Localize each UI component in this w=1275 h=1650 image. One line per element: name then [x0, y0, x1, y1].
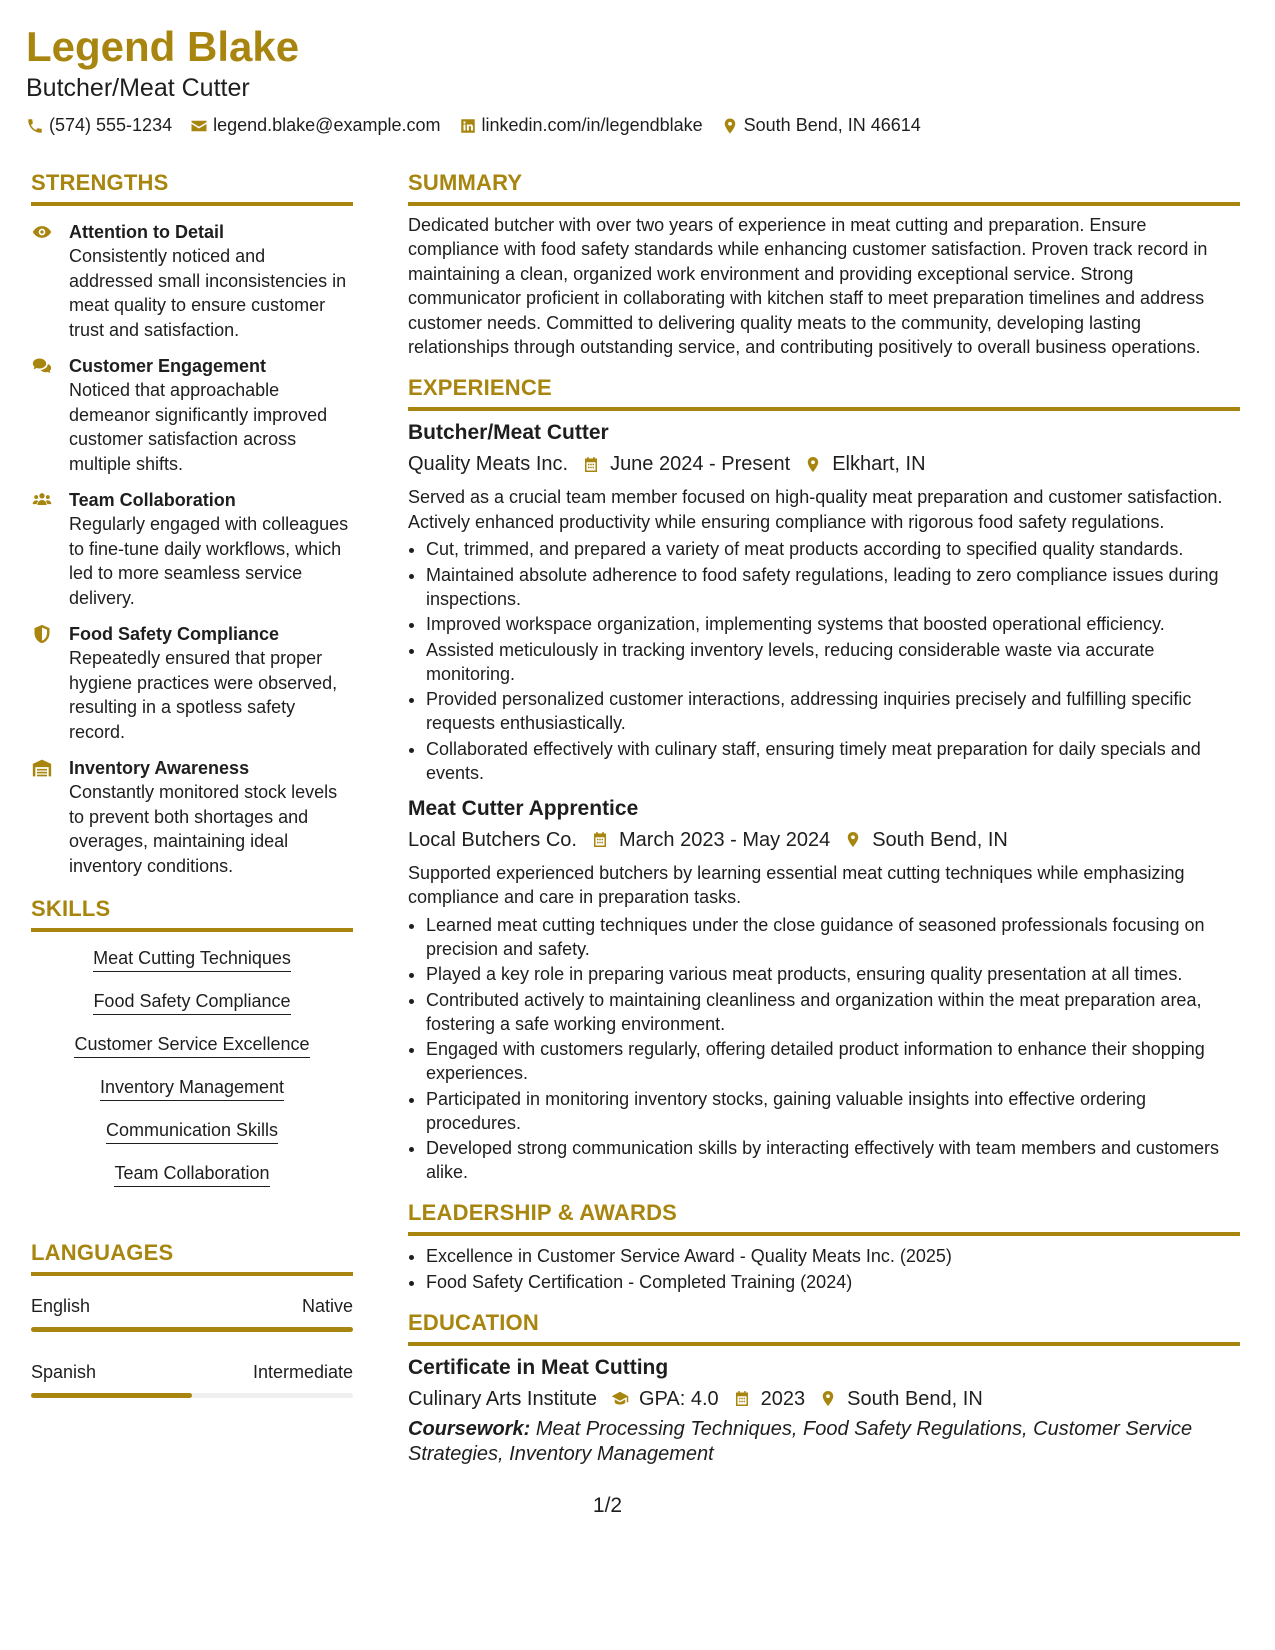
- strength-desc: Repeatedly ensured that proper hygiene practices were observed, resulting in a spotless safety record.: [69, 648, 338, 742]
- skill-tag: Inventory Management: [100, 1075, 284, 1101]
- graduation-year: 2023: [760, 1387, 806, 1410]
- strength-item: [31, 220, 353, 342]
- strength-desc: Regularly engaged with colleagues to fine-tune daily workflows, which led to more seamless service delivery.: [69, 514, 349, 608]
- strength-desc: Consistently noticed and addressed small inconsistencies in meat quality to ensure customer trust and satisfaction.: [69, 246, 347, 340]
- job-company: Local Butchers Co.: [408, 828, 577, 851]
- languages-heading: LANGUAGES: [31, 1240, 353, 1276]
- contact-phone[interactable]: [26, 115, 172, 136]
- job-bullets: [408, 913, 1240, 1185]
- education-section: [408, 1310, 1240, 1467]
- candidate-title: Butcher/Meat Cutter: [26, 74, 250, 103]
- language-item: [31, 1294, 353, 1332]
- calendar-icon: [591, 830, 609, 849]
- job-company: Quality Meats Inc.: [408, 453, 569, 476]
- strength-title: Food Safety Compliance: [69, 624, 280, 644]
- language-level: Intermediate: [252, 1362, 353, 1382]
- coursework: [408, 1417, 1240, 1467]
- strength-item: [31, 488, 353, 610]
- skill-tag: Food Safety Compliance: [93, 989, 290, 1015]
- job-location: South Bend, IN: [872, 828, 1008, 851]
- job-bullet: • Provided personalized customer interactions, addressing inquiries precisely and fulfilling specific requests enthusiastically.: [426, 687, 1240, 735]
- linkedin-icon: [459, 117, 477, 135]
- strength-item: [31, 622, 353, 744]
- language-proficiency-fill: [31, 1393, 192, 1398]
- degree-title: Certificate in Meat Cutting: [408, 1355, 669, 1379]
- coursework-list: Meat Processing Techniques, Food Safety Regulations, Customer Service Strategies, Inventory Management: [408, 1417, 1193, 1465]
- experience-section: [408, 375, 1240, 1184]
- job-summary: Served as a crucial team member focused on high-quality meat preparation and customer satisfaction. Actively enhanced productivity while ensuring compliance with rigorous food safety regulations.: [408, 487, 1223, 532]
- job-bullet: • Engaged with customers regularly, offering detailed product information to enhance their shopping experiences.: [426, 1037, 1240, 1085]
- eye-icon: [31, 222, 53, 242]
- coursework-label: Coursework:: [408, 1417, 531, 1440]
- shield-icon: [31, 624, 53, 644]
- strength-desc: Constantly monitored stock levels to prevent both shortages and overages, maintaining ideal inventory conditions.: [69, 782, 338, 876]
- phone-text: (574) 555-1234: [49, 115, 173, 136]
- strength-desc: Noticed that approachable demeanor significantly improved customer satisfaction across multiple shifts.: [69, 380, 328, 474]
- skill-tag: Communication Skills: [106, 1118, 278, 1144]
- language-proficiency-bar: [31, 1393, 353, 1398]
- language-name: Spanish: [31, 1362, 97, 1382]
- skill-tag: Meat Cutting Techniques: [93, 946, 291, 972]
- job-bullet: • Played a key role in preparing various meat products, ensuring quality presentation at all times.: [426, 962, 1240, 986]
- job-bullet: • Collaborated effectively with culinary staff, ensuring timely meat preparation for daily specials and events.: [426, 737, 1240, 785]
- summary-heading: SUMMARY: [408, 170, 1240, 206]
- job-bullet: • Assisted meticulously in tracking inventory levels, reducing considerable waste via accurate monitoring.: [426, 638, 1240, 686]
- language-proficiency-fill: [31, 1327, 353, 1332]
- job-summary: Supported experienced butchers by learning essential meat cutting techniques while emphasizing compliance and care in preparation tasks.: [408, 862, 1185, 908]
- location-text: South Bend, IN 46614: [743, 115, 921, 136]
- school-name: Culinary Arts Institute: [408, 1387, 597, 1410]
- job-bullet: • Learned meat cutting techniques under the close guidance of seasoned professionals focusing on precision and safety.: [426, 913, 1240, 961]
- calendar-icon: [733, 1389, 751, 1408]
- contact-bar: [26, 115, 1226, 136]
- job-entry: [408, 419, 1240, 784]
- summary-text: Dedicated butcher with over two years of experience in meat cutting and preparation. Ensure compliance with food safety standards while enhancing customer satisfaction. Proven track record in maintaining a clean, organized work environment and providing exceptional service. Strong communicator proficient in collaborating with kitchen staff to meet preparation timelines and address customer needs. Committed to delivering quality meats to the community, developing lasting relationships through outstanding service, and contributing positively to overall business operations.: [408, 215, 1208, 358]
- contact-email[interactable]: [190, 115, 440, 136]
- strength-item: [31, 756, 353, 878]
- languages-section: [31, 1240, 353, 1398]
- envelope-icon: [190, 117, 208, 135]
- page-indicator: 1/2: [592, 1494, 623, 1517]
- left-column: [31, 170, 353, 1398]
- strength-title: Inventory Awareness: [69, 758, 250, 778]
- job-bullet: • Contributed actively to maintaining cleanliness and organization within the meat preparation area, fostering a safe working environment.: [426, 988, 1240, 1036]
- job-title: Meat Cutter Apprentice: [408, 796, 639, 820]
- job-dates: June 2024 - Present: [610, 453, 791, 476]
- language-proficiency-bar: [31, 1327, 353, 1332]
- strength-title: Attention to Detail: [69, 222, 224, 242]
- strength-item: [31, 354, 353, 476]
- warehouse-icon: [31, 758, 53, 778]
- education-location: South Bend, IN: [847, 1387, 983, 1410]
- education-heading: EDUCATION: [408, 1310, 1240, 1346]
- job-bullet: • Improved workspace organization, implementing systems that boosted operational efficiency.: [426, 612, 1240, 636]
- skill-list: [31, 946, 353, 1204]
- job-meta: [408, 826, 1240, 854]
- resume-header: [26, 22, 1226, 136]
- gpa: GPA: 4.0: [638, 1387, 719, 1410]
- map-pin-icon: [804, 455, 822, 474]
- users-icon: [31, 490, 53, 510]
- job-dates: March 2023 - May 2024: [618, 828, 831, 851]
- job-title: Butcher/Meat Cutter: [408, 421, 609, 445]
- job-bullet: • Participated in monitoring inventory stocks, gaining valuable insights into effective ordering procedures.: [426, 1087, 1240, 1135]
- contact-location: [721, 115, 921, 136]
- email-text: legend.blake@example.com: [213, 115, 441, 136]
- strengths-section: [31, 170, 353, 878]
- skill-tag: Team Collaboration: [114, 1161, 269, 1187]
- graduation-cap-icon: [611, 1389, 629, 1408]
- candidate-name: Legend Blake: [26, 23, 300, 70]
- phone-icon: [26, 117, 44, 135]
- map-pin-icon: [844, 830, 862, 849]
- skill-tag: Customer Service Excellence: [74, 1032, 309, 1058]
- strength-title: Customer Engagement: [69, 356, 267, 376]
- contact-linkedin[interactable]: [459, 115, 703, 136]
- right-column: [408, 170, 1240, 1467]
- leadership-heading: LEADERSHIP & AWARDS: [408, 1200, 1240, 1236]
- job-bullets: [408, 537, 1240, 785]
- language-level: Native: [301, 1296, 353, 1316]
- job-bullet: • Maintained absolute adherence to food safety regulations, leading to zero compliance issues during inspections.: [426, 563, 1240, 611]
- map-pin-icon: [721, 117, 739, 135]
- job-meta: [408, 450, 1240, 478]
- summary-section: [408, 170, 1240, 359]
- job-bullet: • Developed strong communication skills by interacting effectively with team members and customers alike.: [426, 1136, 1240, 1184]
- calendar-icon: [582, 455, 600, 474]
- strength-title: Team Collaboration: [69, 490, 236, 510]
- leadership-section: [408, 1200, 1240, 1294]
- job-location: Elkhart, IN: [832, 453, 926, 476]
- comments-icon: [31, 356, 53, 376]
- linkedin-text: linkedin.com/in/legendblake: [481, 115, 703, 136]
- strengths-heading: STRENGTHS: [31, 170, 353, 206]
- education-meta: [408, 1385, 1240, 1413]
- job-entry: [408, 795, 1240, 1184]
- award-list: [408, 1244, 1240, 1294]
- skills-section: [31, 896, 353, 1204]
- skills-heading: SKILLS: [31, 896, 353, 932]
- job-bullet: • Cut, trimmed, and prepared a variety of meat products according to specified quality standards.: [426, 537, 1240, 561]
- experience-heading: EXPERIENCE: [408, 375, 1240, 411]
- language-item: [31, 1360, 353, 1398]
- language-name: English: [31, 1296, 91, 1316]
- map-pin-icon: [819, 1389, 837, 1408]
- award-item: • Excellence in Customer Service Award - Quality Meats Inc. (2025): [426, 1244, 1240, 1268]
- award-item: • Food Safety Certification - Completed Training (2024): [426, 1270, 1240, 1294]
